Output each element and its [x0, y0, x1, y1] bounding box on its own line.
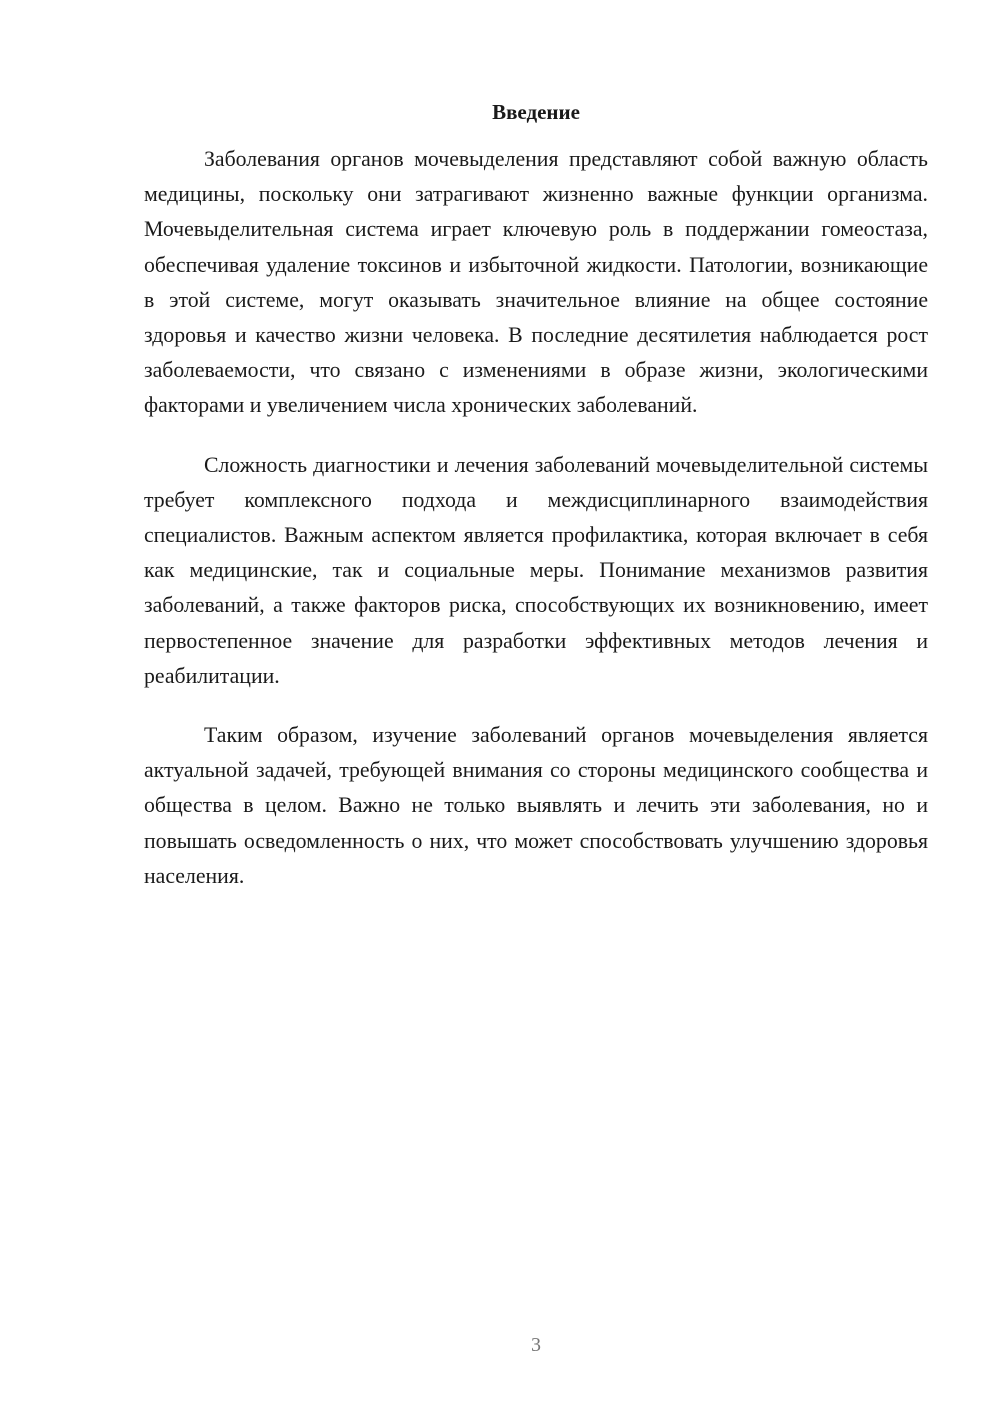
paragraph-1: Заболевания органов мочевыделения представляют собой важную область медицины, поскольку они затрагивают жизненно важные функции организма. Мочевыделительная система играет ключевую роль в поддержании гомеостаза, обеспечивая удаление токсинов и избыточной жидкости. Патологии, возникающие в этой системе, могут оказывать значительное влияние на общее состояние здоровья и качество жизни человека. В последние десятилетия наблюдается рост заболеваемости, что связано с изменениями в образе жизни, экологическими факторами и увеличением числа хронических заболеваний. — [144, 147, 928, 418]
page-number: 3 — [531, 1334, 541, 1356]
paragraph-2: Сложность диагностики и лечения заболеваний мочевыделительной системы требует комплексного подхода и междисциплинарного взаимодействия специалистов. Важным аспектом является профилактика, которая включает в себя как медицинские, так и социальные меры. Понимание механизмов развития заболеваний, а также факторов риска, способствующих их возникновению, имеет первостепенное значение для разработки эффективных методов лечения и реабилитации. — [144, 452, 928, 688]
paragraph-3: Таким образом, изучение заболеваний органов мочевыделения является актуальной задачей, требующей внимания со стороны медицинского сообщества и общества в целом. Важно не только выявлять и лечить эти заболевания, но и повышать осведомленность о них, что может способствовать улучшению здоровья населения. — [144, 723, 928, 888]
section-heading: Введение — [492, 100, 580, 124]
body-text — [144, 142, 928, 918]
